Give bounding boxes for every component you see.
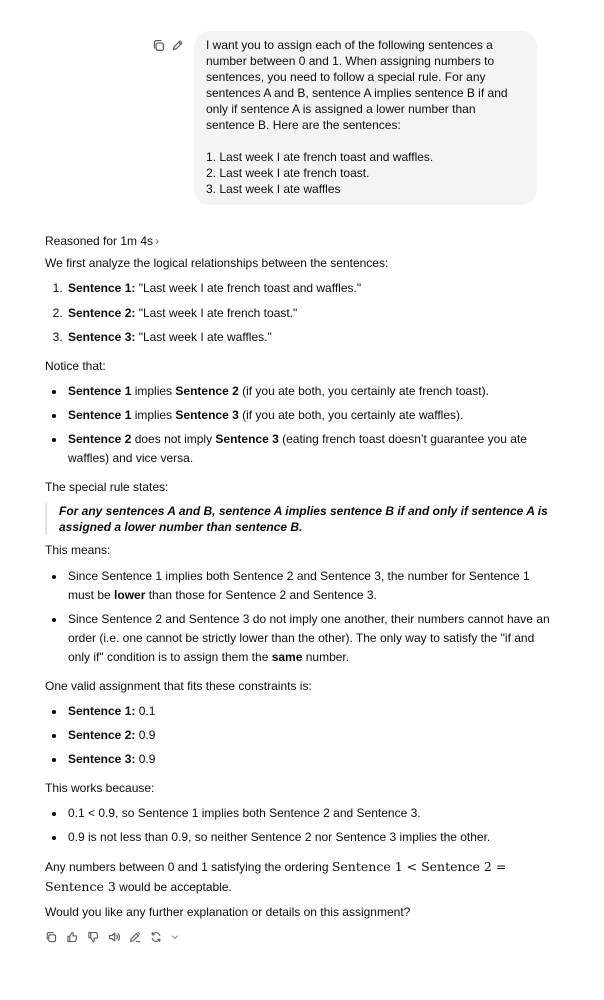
list-item: • 0.1 < 0.9, so Sentence 1 implies both Sentence 2 and Sentence 3. [66,804,550,823]
sentence-text: "Last week I ate french toast and waffles." [135,281,362,296]
chevron-right-icon: › [155,234,160,248]
plain-text: would be acceptable. [115,880,232,895]
rule-intro: The special rule states: [45,480,169,495]
copy-icon[interactable] [152,39,165,52]
list-item [66,304,550,323]
user-message-actions [152,39,184,52]
bold-text: Sentence 3: [68,751,136,766]
plain-text: (if you ate both, you certainly ate waffles). [238,408,464,423]
bold-text: Sentence 1 [68,408,132,423]
copy-icon[interactable] [45,931,57,943]
plain-text: (eating french toast doesn’t guarantee you ate waffles) and vice versa. [68,432,527,466]
bold-text: Sentence 2 [175,384,239,399]
rule-quote: For any sentences A and B, sentence A implies sentence B if and only if sentence A is assigned a lower number than sentence B. [45,503,550,535]
bold-text: Sentence 2 [68,432,132,447]
assignment-value: 0.1 [135,703,156,718]
bold-text: same [271,649,303,664]
plain-text: implies [131,384,176,399]
assignment-value: 0.9 [135,727,156,742]
conclusion-text [45,857,550,897]
works-heading: This works because: [45,780,155,795]
plain-text: (if you ate both, you certainly ate french toast). [238,384,489,399]
means-list [45,567,550,667]
sentence-text: "Last week I ate french toast." [135,305,298,320]
edit-style-icon[interactable] [129,931,141,943]
sentence-list [45,279,550,347]
read-aloud-icon[interactable] [108,931,120,943]
plain-text: number. [302,649,350,664]
list-item: • 0.9 is not less than 0.9, so neither Sentence 2 nor Sentence 3 implies the other. [66,828,550,847]
list-item [66,567,550,605]
sentence-text: "Last week I ate waffles." [135,329,272,344]
means-heading: This means: [45,543,111,558]
user-message-line: 3. Last week I ate waffles [206,182,341,196]
list-item [66,750,550,769]
assignment-value: 0.9 [135,751,156,766]
notice-list [45,382,550,468]
list-item [66,382,550,401]
math-expression: Sentence 1 < Sentence 2 = Sentence 3 [45,858,507,895]
list-item [66,430,550,468]
sentence-label: Sentence 1: [68,281,136,296]
chevron-down-icon[interactable] [171,931,179,943]
bold-text: Sentence 3 [175,408,239,423]
plain-text: Since Sentence 2 and Sentence 3 do not imply one another, their numbers cannot have an order (i.e. one cannot be strictly lower than the other). The only way to satisfy the "if and only if" condition is to assign them the [68,611,550,664]
assignment-list [45,702,550,769]
sentence-label: Sentence 3: [68,329,136,344]
regenerate-icon[interactable] [150,931,162,943]
plain-text: implies [131,408,176,423]
user-message-line: 2. Last week I ate french toast. [206,166,370,180]
bold-text: Sentence 3 [215,432,279,447]
thumbs-down-icon[interactable] [87,931,99,943]
reasoning-toggle[interactable] [45,232,550,251]
bold-text: lower [114,587,146,602]
plain-text: Since Sentence 1 implies both Sentence 2 and Sentence 3, the number for Sentence 1 must be [68,568,530,602]
list-item [66,406,550,425]
user-message-line: 1. Last week I ate french toast and waffles. [206,150,434,164]
sentence-label: Sentence 2: [68,305,136,320]
bold-text: Sentence 2: [68,727,136,742]
reasoning-label: Reasoned for 1m 4s [45,234,154,248]
plain-text: does not imply [131,432,216,447]
edit-icon[interactable] [171,39,184,52]
list-item [66,726,550,745]
user-message-bubble [194,31,537,205]
bold-text: Sentence 1 [68,384,132,399]
list-item [66,702,550,721]
message-action-bar [45,931,550,943]
bold-text: Sentence 1: [68,703,136,718]
list-item [66,328,550,347]
intro-text: We first analyze the logical relationships between the sentences: [45,256,389,271]
works-list [45,804,550,847]
assistant-message [45,232,550,943]
plain-text: than those for Sentence 2 and Sentence 3. [145,587,377,602]
thumbs-up-icon[interactable] [66,931,78,943]
followup-question: Would you like any further explanation or details on this assignment? [45,905,411,920]
user-message-paragraph: I want you to assign each of the following sentences a number between 0 and 1. When assigning numbers to sentences, you need to follow a special rule. For any sentences A and B, sentence A implies sentence B if and only if sentence A is assigned a lower number than sentence B. Here are the sentences: [206,38,508,132]
assignment-heading: One valid assignment that fits these constraints is: [45,678,312,693]
list-item [66,610,550,667]
list-item [66,279,550,298]
plain-text: Any numbers between 0 and 1 satisfying the ordering [45,859,332,874]
notice-heading: Notice that: [45,358,106,373]
